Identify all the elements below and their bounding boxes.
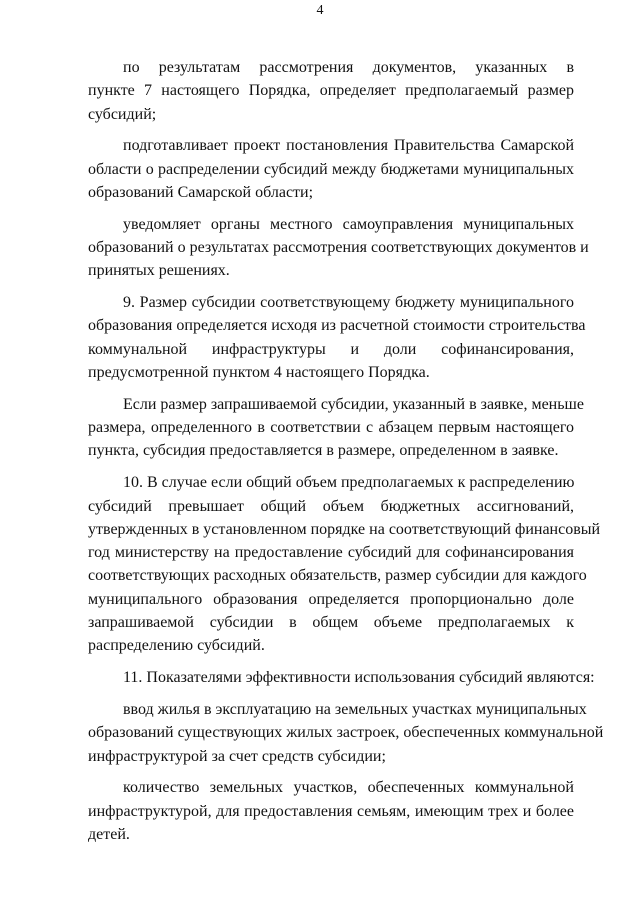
- text-line: коммунальной инфраструктуры и доли софинансирования,: [88, 340, 574, 358]
- text-line: 10. В случае если общий объем предполагаемых к распределению: [123, 474, 575, 492]
- text-line: инфраструктурой за счет средств субсидии;: [88, 747, 386, 765]
- paragraph: [88, 666, 595, 689]
- text-line: распределению субсидий.: [88, 637, 265, 655]
- text-line: инфраструктурой, для предоставления семьям, имеющим трех и более: [88, 802, 574, 820]
- text-line: пункте 7 настоящего Порядка, определяет предполагаемый размер: [88, 82, 574, 100]
- text-line: муниципального образования определяется пропорционально доле: [88, 590, 574, 608]
- text-line: по результатам рассмотрения документов, указанных в: [123, 59, 574, 76]
- paragraph: [88, 56, 574, 126]
- text-line: принятых решениях.: [88, 262, 230, 280]
- text-line: образований о результатах рассмотрения соответствующих документов и: [88, 239, 589, 257]
- text-line: детей.: [88, 825, 130, 843]
- text-line: уведомляет органы местного самоуправления муниципальных: [123, 215, 574, 233]
- text-line: соответствующих расходных обязательств, размер субсидии для каждого: [88, 567, 587, 585]
- text-line: 9. Размер субсидии соответствующему бюджету муниципального: [123, 294, 574, 312]
- paragraph: [88, 393, 584, 463]
- text-line: Если размер запрашиваемой субсидии, указанный в заявке, меньше: [123, 395, 584, 413]
- text-line: запрашиваемой субсидии в общем объеме предполагаемых к: [88, 614, 574, 632]
- text-line: 11. Показателями эффективности использования субсидий являются:: [123, 669, 595, 687]
- paragraph: [88, 471, 601, 657]
- text-line: подготавливает проект постановления Правительства Самарской: [123, 137, 574, 155]
- paragraph: [88, 213, 589, 283]
- text-line: субсидий;: [88, 105, 157, 123]
- text-line: образований существующих жилых застроек, обеспеченных коммунальной: [88, 724, 604, 742]
- text-line: образований Самарской области;: [88, 183, 314, 201]
- text-line: количество земельных участков, обеспеченных коммунальной: [123, 779, 574, 797]
- text-line: ввод жилья в эксплуатацию на земельных участках муниципальных: [123, 700, 587, 718]
- paragraph: [88, 291, 586, 384]
- text-line: субсидий превышает общий объем бюджетных ассигнований,: [88, 497, 574, 515]
- document-body: [88, 56, 604, 855]
- text-line: утвержденных в установленном порядке на соответствующий финансовый: [88, 520, 601, 538]
- text-line: год министерству на предоставление субсидий для софинансирования: [88, 544, 574, 562]
- page-number: 4: [316, 3, 324, 18]
- paragraph: [88, 776, 574, 846]
- text-line: предусмотренной пунктом 4 настоящего Порядка.: [88, 364, 430, 382]
- text-line: области о распределении субсидий между бюджетами муниципальных: [88, 160, 574, 178]
- text-line: образования определяется исходя из расчетной стоимости строительства: [88, 317, 586, 335]
- text-line: пункта, субсидия предоставляется в размере, определенном в заявке.: [88, 442, 559, 460]
- paragraph: [88, 698, 604, 768]
- text-line: размера, определенного в соответствии с абзацем первым настоящего: [88, 419, 574, 437]
- paragraph: [88, 134, 574, 204]
